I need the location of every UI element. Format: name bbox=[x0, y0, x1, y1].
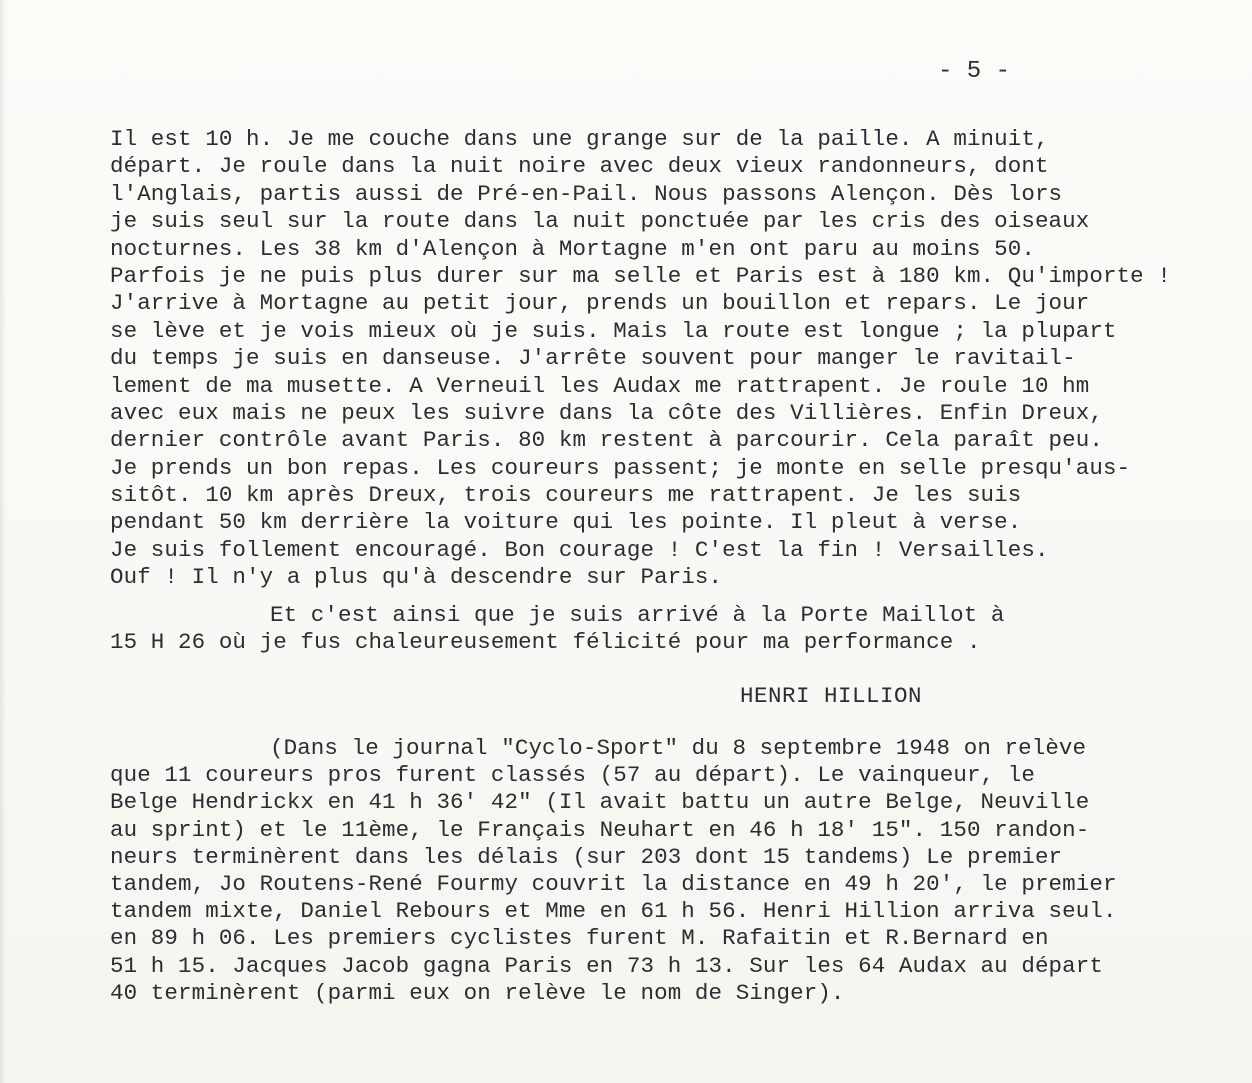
text-line: (Dans le journal "Cyclo-Sport" du 8 septembre 1948 on relève bbox=[270, 735, 1087, 761]
page-edge-shadow bbox=[0, 0, 6, 1083]
text-line: neurs terminèrent dans les délais (sur 203 dont 15 tandems) Le premier bbox=[110, 843, 1063, 870]
text-line: 15 H 26 où je fus chaleureusement félicité pour ma performance . bbox=[110, 629, 981, 656]
text-line: J'arrive à Mortagne au petit jour, prends un bouillon et repars. Le jour bbox=[110, 290, 1090, 317]
text-line: dernier contrôle avant Paris. 80 km restent à parcourir. Cela paraît peu. bbox=[110, 427, 1103, 454]
text-line: 51 h 15. Jacques Jacob gagna Paris en 73 h 13. Sur les 64 Audax au départ bbox=[110, 952, 1103, 979]
text-line: lement de ma musette. A Verneuil les Audax me rattrapent. Je roule 10 hm bbox=[110, 372, 1090, 399]
text-line: se lève et je vois mieux où je suis. Mais la route est longue ; la plupart bbox=[110, 317, 1117, 344]
text-line: pendant 50 km derrière la voiture qui les pointe. Il pleut à verse. bbox=[110, 509, 1022, 536]
paragraph-press-note bbox=[110, 735, 1117, 1007]
text-line: du temps je suis en danseuse. J'arrête souvent pour manger le ravitail- bbox=[110, 345, 1076, 372]
paragraph-arrival bbox=[110, 602, 1005, 657]
text-line: tandem, Jo Routens-René Fourmy couvrit la distance en 49 h 20', le premier bbox=[110, 870, 1117, 897]
text-line: je suis seul sur la route dans la nuit ponctuée par les cris des oiseaux bbox=[110, 208, 1090, 235]
text-line: en 89 h 06. Les premiers cyclistes furent M. Rafaitin et R.Bernard en bbox=[110, 925, 1049, 952]
page-number: - 5 - bbox=[938, 58, 1011, 85]
text-line: que 11 coureurs pros furent classés (57 au départ). Le vainqueur, le bbox=[110, 762, 1035, 789]
text-line: Ouf ! Il n'y a plus qu'à descendre sur Paris. bbox=[110, 564, 723, 591]
text-line: départ. Je roule dans la nuit noire avec deux vieux randonneurs, dont bbox=[110, 153, 1049, 180]
text-line: Et c'est ainsi que je suis arrivé à la Porte Maillot à bbox=[270, 602, 1005, 628]
text-line: au sprint) et le 11ème, le Français Neuhart en 46 h 18' 15". 150 randon- bbox=[110, 816, 1090, 843]
paragraph-account bbox=[110, 126, 1171, 592]
text-line: avec eux mais ne peux les suivre dans la côte des Villières. Enfin Dreux, bbox=[110, 399, 1103, 426]
text-line: 40 terminèrent (parmi eux on relève le nom de Singer). bbox=[110, 979, 845, 1006]
text-line: Belge Hendrickx en 41 h 36' 42" (Il avait battu un autre Belge, Neuville bbox=[110, 789, 1090, 816]
text-line: l'Anglais, partis aussi de Pré-en-Pail. Nous passons Alençon. Dès lors bbox=[110, 180, 1063, 207]
text-line: nocturnes. Les 38 km d'Alençon à Mortagne m'en ont paru au moins 50. bbox=[110, 235, 1035, 262]
text-line: sitôt. 10 km après Dreux, trois coureurs me rattrapent. Je les suis bbox=[110, 482, 1022, 509]
author-signature: HENRI HILLION bbox=[740, 683, 923, 709]
text-line: Je prends un bon repas. Les coureurs passent; je monte en selle presqu'aus- bbox=[110, 454, 1131, 481]
text-line: tandem mixte, Daniel Rebours et Mme en 61 h 56. Henri Hillion arriva seul. bbox=[110, 898, 1117, 925]
text-line: Il est 10 h. Je me couche dans une grange sur de la paille. A minuit, bbox=[110, 126, 1049, 152]
text-line: Je suis follement encouragé. Bon courage ! C'est la fin ! Versailles. bbox=[110, 536, 1049, 563]
text-line: Parfois je ne puis plus durer sur ma selle et Paris est à 180 km. Qu'importe ! bbox=[110, 262, 1171, 289]
